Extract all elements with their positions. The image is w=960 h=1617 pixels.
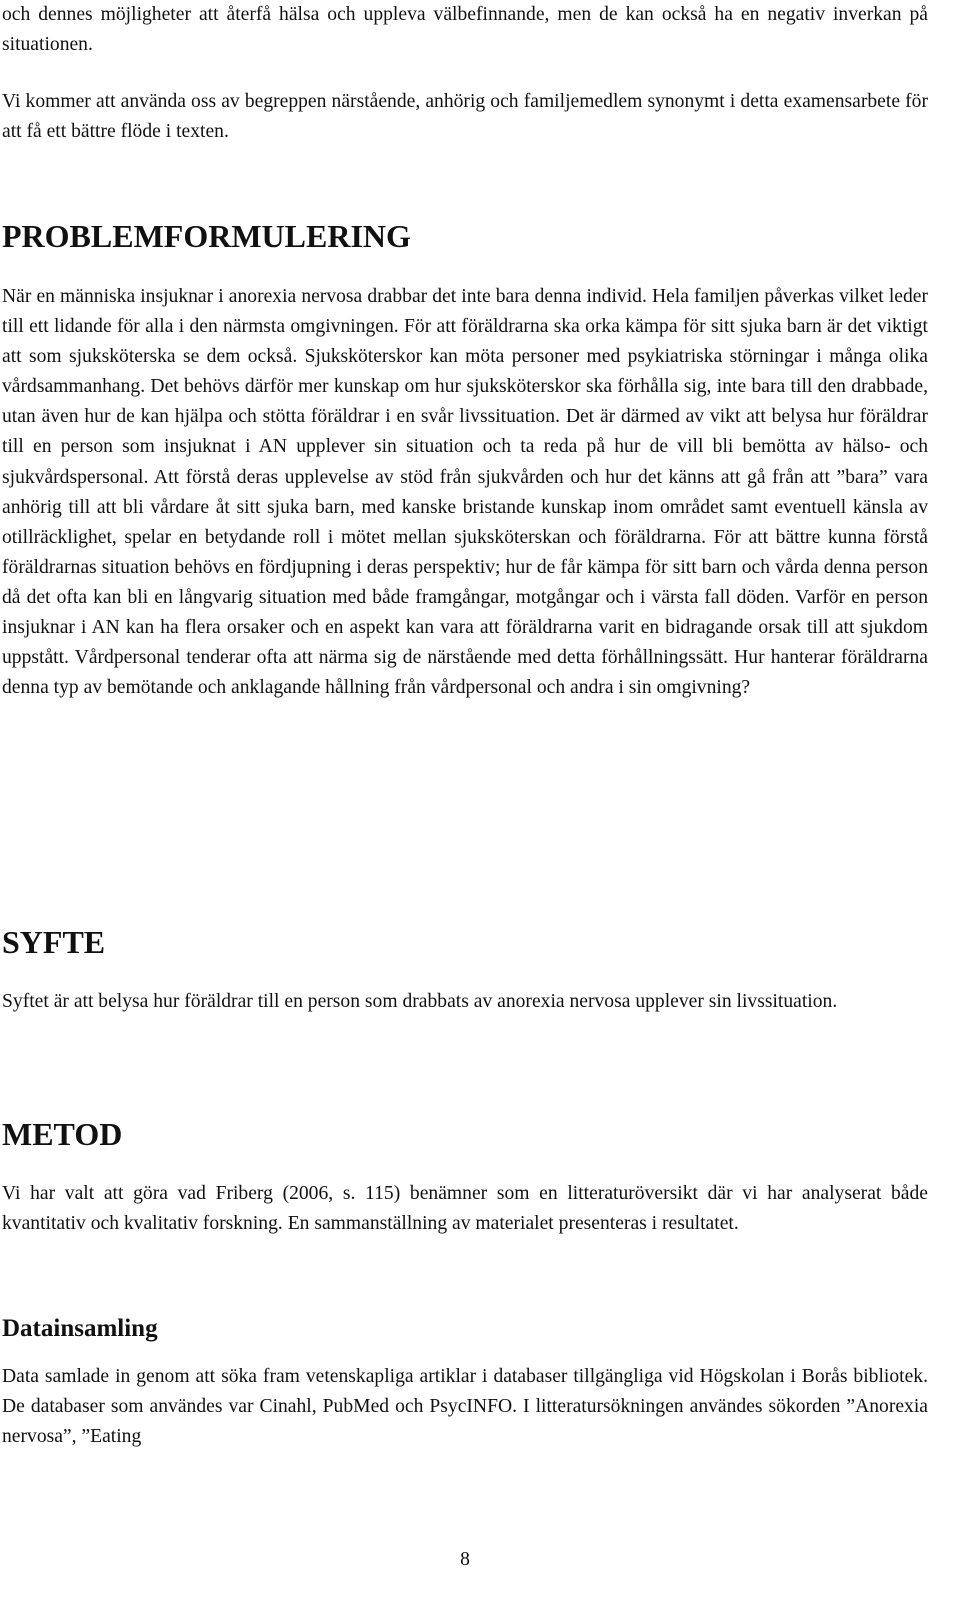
intro-paragraph-2: Vi kommer att använda oss av begreppen närstående, anhörig och familjemedlem synonymt i detta examensarbete för att få ett bättre flöde i texten.	[2, 91, 928, 143]
intro-paragraph-1: och dennes möjligheter att återfå hälsa och uppleva välbefinnande, men de kan också ha en negativ inverkan på situationen.	[2, 4, 928, 56]
heading-problemformulering: PROBLEMFORMULERING	[2, 218, 411, 254]
paragraph-syfte: Syftet är att belysa hur föräldrar till en person som drabbats av anorexia nervosa upplever sin livssituation.	[2, 991, 838, 1012]
paragraph-datainsamling: Data samlade in genom att söka fram vetenskapliga artiklar i databaser tillgängliga vid Högskolan i Borås bibliotek. De databaser som användes var Cinahl, PubMed och PsycINFO. I litteratursökningen användes sökorden ”Anorexia nervosa”, ”Eating	[2, 1366, 928, 1448]
paragraph-metod: Vi har valt att göra vad Friberg (2006, s. 115) benämner som en litteraturöversikt där vi har analyserat både kvantitativ och kvalitativ forskning. En sammanställning av materialet presenteras i resultatet.	[2, 1183, 928, 1235]
heading-datainsamling: Datainsamling	[2, 1315, 158, 1342]
heading-metod: METOD	[2, 1116, 123, 1152]
paragraph-problemformulering: När en människa insjuknar i anorexia nervosa drabbar det inte bara denna individ. Hela familjen påverkas vilket leder till ett lidande för alla i den närmsta omgivningen. För att föräldrarna ska orka kämpa för sitt sjuka barn är det viktigt att som sjuksköterska se dem också. Sjuksköterskor kan möta personer med psykiatriska störningar i många olika vårdsammanhang. Det behövs därför mer kunskap om hur sjuksköterskor ska förhålla sig, inte bara till den drabbade, utan även hur de kan hjälpa och stötta föräldrar i en svår livssituation. Det är därmed av vikt att belysa hur föräldrar till en person som insjuknat i AN upplever sin situation och ta reda på hur de vill bli bemötta av hälso- och sjukvårdspersonal. Att förstå deras upplevelse av stöd från sjukvården och hur det känns att gå från att ”bara” vara anhörig till att bli vårdare åt sitt sjuka barn, med kanske bristande kunskap inom området samt eventuell känsla av otillräcklighet, spelar en betydande roll i mötet mellan sjuksköterskan och föräldrarna. För att bättre kunna förstå föräldrarnas situation behövs en fördjupning i deras perspektiv; hur de får kämpa för sitt barn och vårda denna person då det ofta kan bli en långvarig situation med både framgångar, motgångar och i värsta fall döden. Varför en person insjuknar i AN kan ha flera orsaker och en aspekt kan vara att föräldrarna varit en bidragande orsak till att sjukdom uppstått. Vårdpersonal tenderar ofta att närma sig de närstående med detta förhållningssätt. Hur hanterar föräldrarna denna typ av bemötande och anklagande hållning från vårdpersonal och andra i sin omgivning?	[2, 286, 928, 699]
page-number: 8	[460, 1549, 470, 1570]
heading-syfte: SYFTE	[2, 924, 106, 960]
